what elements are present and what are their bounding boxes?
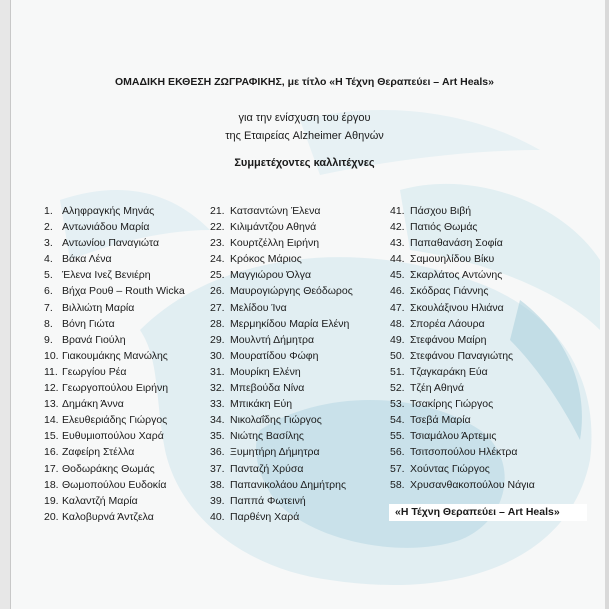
artist-name: Στεφάνου Παναγιώτης [410, 349, 514, 362]
list-item-number: 11. [44, 365, 58, 378]
list-item [210, 316, 385, 332]
artist-name: Κιλιμάντζου Αθηνά [230, 221, 317, 234]
list-item-number: 8. [44, 317, 53, 330]
artist-name: Κρόκος Μάριος [230, 253, 302, 266]
list-item-number: 38. [210, 478, 225, 491]
list-item-number: 50. [390, 349, 405, 362]
list-item-number: 39. [210, 494, 225, 507]
list-item [390, 251, 590, 267]
artist-name: Πανταζή Χρύσα [230, 462, 304, 475]
list-item-number: 23. [210, 237, 225, 250]
list-item-number: 37. [210, 462, 225, 475]
list-item [44, 444, 214, 460]
artist-name: Βρανά Γιούλη [62, 333, 126, 346]
list-item [210, 251, 385, 267]
list-item [210, 396, 385, 412]
artist-name: Καλοβυρνά Άντζελα [62, 510, 154, 523]
artist-name: Ελευθεριάδης Γιώργος [62, 414, 168, 427]
left-page-edge [0, 0, 11, 609]
artist-list-column-2 [210, 203, 385, 525]
list-item [390, 300, 590, 316]
list-item-number: 46. [390, 285, 405, 298]
list-item-number: 13. [44, 398, 59, 411]
list-item-number: 28. [210, 317, 225, 330]
list-item [44, 235, 214, 251]
list-item-number: 22. [210, 221, 225, 234]
list-item [44, 509, 214, 525]
list-item-number: 52. [390, 382, 405, 395]
list-item-number: 15. [44, 430, 59, 443]
artist-name: Μουλντή Δήμητρα [230, 333, 315, 346]
list-item [44, 477, 214, 493]
list-item [390, 461, 590, 477]
list-item [210, 444, 385, 460]
artist-list-column-1 [44, 203, 214, 525]
artist-name: Θωμοπούλου Ευδοκία [62, 478, 167, 491]
list-item-number: 36. [210, 446, 225, 459]
list-item-number: 4. [44, 253, 53, 266]
list-item-number: 16. [44, 446, 59, 459]
list-item [390, 332, 590, 348]
list-item-number: 1. [44, 205, 53, 217]
list-item-number: 18. [44, 478, 59, 491]
artist-name: Έλενα Ινεζ Βενιέρη [62, 269, 151, 282]
subtitle-line-1: για την ενίσχυση του έργου [238, 112, 371, 124]
artist-name: Μαγγιώρου Όλγα [230, 269, 312, 282]
artist-name: Γεωργίου Ρέα [62, 365, 127, 378]
artist-name: Ξυμητήρη Δήμητρα [230, 446, 320, 459]
list-item [210, 348, 385, 364]
list-item [390, 396, 590, 412]
artist-name: Παπανικολάου Δημήτρης [230, 478, 347, 491]
list-item-number: 5. [44, 269, 53, 282]
list-item [44, 332, 214, 348]
artist-name: Δημάκη Άννα [62, 398, 124, 411]
list-item-number: 17. [44, 462, 59, 475]
artist-name: Τσιαμάλου Άρτεμις [410, 430, 497, 443]
artist-name: Βάκα Λένα [62, 253, 112, 266]
list-item-number: 42. [390, 221, 405, 234]
artist-list-column-3 [390, 203, 590, 493]
artist-name: Σκουλάξινου Ηλιάνα [410, 301, 504, 314]
list-item [44, 203, 214, 219]
list-item-number: 21. [210, 205, 225, 217]
list-item [390, 203, 590, 219]
artist-name: Βόνη Γιώτα [62, 317, 115, 330]
list-item [390, 364, 590, 380]
list-item-number: 51. [390, 365, 405, 378]
artist-name: Παρθένη Χαρά [230, 510, 300, 523]
artist-name: Γιακουμάκης Μανώλης [62, 349, 168, 362]
artist-name: Σπορέα Λάουρα [410, 317, 485, 330]
list-item-number: 41. [390, 205, 405, 217]
list-item [390, 219, 590, 235]
list-item [210, 235, 385, 251]
list-item-number: 54. [390, 414, 405, 427]
artist-name: Μαυρογιώργης Θεόδωρος [230, 285, 353, 298]
list-item [210, 267, 385, 283]
list-item-number: 19. [44, 494, 59, 507]
list-item-number: 44. [390, 253, 405, 266]
list-item-number: 2. [44, 221, 53, 234]
list-item-number: 48. [390, 317, 405, 330]
right-page-edge [605, 0, 609, 609]
artist-name: Ευθυμιοπούλου Χαρά [62, 430, 164, 443]
artist-name: Παπαθανάση Σοφία [410, 237, 503, 250]
artist-name: Μπεβούδα Νίνα [230, 382, 305, 395]
list-item-number: 55. [390, 430, 405, 443]
list-item-number: 35. [210, 430, 225, 443]
list-item-number: 29. [210, 333, 225, 346]
artist-name: Τσιτσοπούλου Ηλέκτρα [410, 446, 518, 459]
list-item [44, 283, 214, 299]
list-item [210, 477, 385, 493]
list-item-number: 24. [210, 253, 225, 266]
list-item-number: 3. [44, 237, 53, 250]
artist-name: Νιώτης Βασίλης [230, 430, 304, 443]
list-item [210, 300, 385, 316]
list-item [390, 477, 590, 493]
artist-name: Τζέη Αθηνά [410, 382, 464, 395]
list-item [210, 461, 385, 477]
list-item [44, 461, 214, 477]
list-item-number: 14. [44, 414, 59, 427]
artist-name: Αληφραγκής Μηνάς [62, 205, 155, 217]
list-item [390, 444, 590, 460]
list-item-number: 56. [390, 446, 405, 459]
list-item-number: 31. [210, 365, 225, 378]
list-item [210, 219, 385, 235]
list-item [210, 364, 385, 380]
artist-name: Κουρτζέλλη Ειρήνη [230, 237, 320, 250]
list-item-number: 40. [210, 510, 225, 523]
list-item-number: 25. [210, 269, 225, 282]
list-item [210, 203, 385, 219]
list-item [210, 412, 385, 428]
artist-name: Κατσαντώνη Έλενα [230, 205, 321, 217]
artist-name: Αντωνίου Παναγιώτα [62, 237, 160, 250]
artist-name: Ζαφείρη Στέλλα [62, 446, 135, 459]
list-item-number: 47. [390, 301, 405, 314]
list-item [390, 412, 590, 428]
artist-name: Σαμουηλίδου Βίκυ [410, 253, 495, 266]
list-item [390, 235, 590, 251]
list-item [44, 267, 214, 283]
artist-name: Μερμηκίδου Μαρία Ελένη [230, 317, 350, 330]
list-item [390, 348, 590, 364]
list-item [210, 380, 385, 396]
list-item [44, 364, 214, 380]
artist-name: Τσακίρης Γιώργος [410, 398, 494, 411]
artist-name: Βήχα Ρουθ – Routh Wicka [62, 285, 185, 298]
exhibition-name-badge: «Η Τέχνη Θεραπεύει – Art Heals» [389, 504, 587, 521]
list-item [210, 332, 385, 348]
list-item-number: 7. [44, 301, 53, 314]
artist-name: Χρυσανθακοπούλου Νάγια [410, 478, 535, 491]
artist-name: Νικολαΐδης Γιώργος [230, 414, 322, 427]
list-item-number: 53. [390, 398, 405, 411]
artist-name: Θοδωράκης Θωμάς [62, 462, 155, 475]
list-item-number: 12. [44, 382, 59, 395]
list-item-number: 9. [44, 333, 53, 346]
list-item-number: 26. [210, 285, 225, 298]
list-item [44, 300, 214, 316]
artist-name: Τζαγκαράκη Εύα [410, 365, 488, 378]
list-item-number: 20. [44, 510, 59, 523]
list-item [44, 493, 214, 509]
list-item-number: 27. [210, 301, 225, 314]
exhibition-title: ΟΜΑΔΙΚΗ ΕΚΘΕΣΗ ΖΩΓΡΑΦΙΚΗΣ, με τίτλο «Η Τέχνη Θεραπεύει – Art Heals» [115, 76, 494, 88]
artist-name: Μπικάκη Εύη [230, 398, 293, 411]
list-item-number: 45. [390, 269, 405, 282]
artist-name: Γεωργοπούλου Ειρήνη [62, 382, 169, 395]
list-item [44, 316, 214, 332]
list-item [390, 267, 590, 283]
list-item [44, 396, 214, 412]
list-item [44, 412, 214, 428]
list-item-number: 32. [210, 382, 225, 395]
list-item [390, 380, 590, 396]
list-item-number: 49. [390, 333, 405, 346]
list-item-number: 33. [210, 398, 225, 411]
list-item [44, 428, 214, 444]
list-item [390, 316, 590, 332]
artist-name: Μουρίκη Ελένη [230, 365, 301, 378]
list-item [44, 219, 214, 235]
list-item [210, 283, 385, 299]
list-item [210, 428, 385, 444]
list-item-number: 34. [210, 414, 225, 427]
list-item-number: 43. [390, 237, 405, 250]
artist-name: Βιλλιώτη Μαρία [62, 301, 135, 314]
subtitle-line-2: της Εταιρείας Alzheimer Αθηνών [225, 130, 384, 142]
artist-name: Πατιός Θωμάς [410, 221, 478, 234]
artist-name: Σκόδρας Γιάννης [410, 285, 489, 298]
participants-heading: Συμμετέχοντες καλλιτέχνες [234, 157, 375, 169]
artist-name: Πάσχου Βιβή [410, 205, 472, 217]
list-item [44, 348, 214, 364]
artist-name: Σκαρλάτος Αντώνης [410, 269, 503, 282]
list-item [210, 509, 385, 525]
list-item-number: 58. [390, 478, 405, 491]
artist-name: Παππά Φωτεινή [230, 494, 306, 507]
list-item [44, 380, 214, 396]
list-item-number: 6. [44, 285, 53, 298]
list-item-number: 10. [44, 349, 59, 362]
list-item [390, 428, 590, 444]
list-item [210, 493, 385, 509]
artist-name: Στεφάνου Μαίρη [410, 333, 487, 346]
artist-name: Καλαντζή Μαρία [62, 494, 138, 507]
artist-name: Αντωνιάδου Μαρία [62, 221, 150, 234]
artist-name: Χούντας Γιώργος [410, 462, 490, 475]
artist-name: Μουρατίδου Φώφη [230, 349, 319, 362]
list-item [44, 251, 214, 267]
artist-name: Μελίδου Ίνα [230, 301, 287, 314]
list-item-number: 57. [390, 462, 405, 475]
artist-name: Τσεβά Μαρία [410, 414, 471, 427]
list-item-number: 30. [210, 349, 225, 362]
list-item [390, 283, 590, 299]
